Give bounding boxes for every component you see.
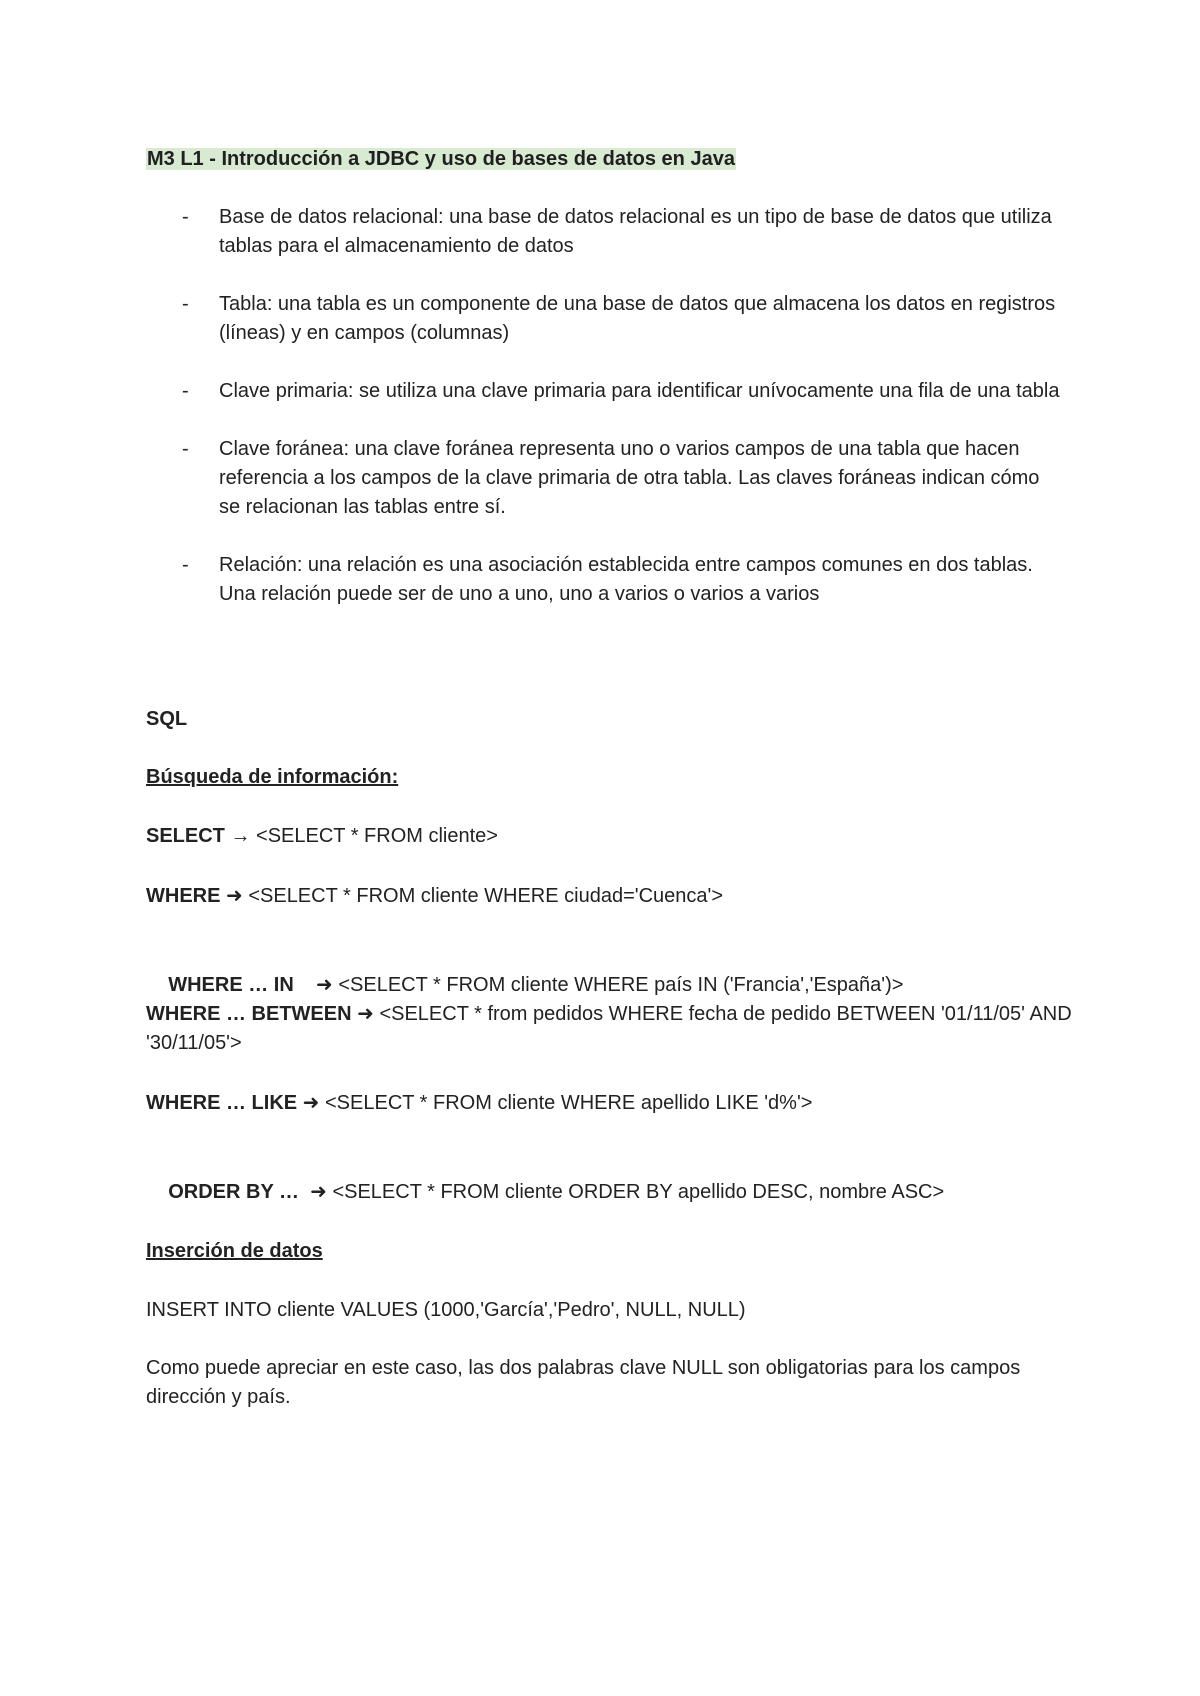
sql-keyword: WHERE (146, 885, 221, 907)
bullet-dash: - (182, 293, 189, 315)
definition-text: Clave primaria: se utiliza una clave primaria para identificar unívocamente una fila de una tabla (219, 380, 1060, 402)
sql-query: <SELECT * FROM cliente ORDER BY apellido DESC, nombre ASC> (332, 1181, 945, 1203)
arrow-icon: → (224, 825, 257, 847)
sql-query: <SELECT * FROM cliente WHERE ciudad='Cuenca'> (248, 885, 724, 907)
bullet-dash: - (182, 554, 189, 576)
sql-example-where-between (146, 1000, 1076, 1058)
list-item (146, 551, 1066, 609)
list-item (146, 377, 1066, 406)
sql-keyword: WHERE … LIKE (146, 1092, 298, 1114)
insert-heading: Inserción de datos (146, 1240, 323, 1262)
bullet-dash: - (182, 380, 189, 402)
arrow-icon: ➜ (351, 1003, 380, 1025)
sql-example-where-like (146, 1089, 1076, 1118)
document-title (146, 146, 736, 172)
search-heading: Búsqueda de información: (146, 766, 399, 788)
list-item (146, 435, 1066, 522)
sql-query: <SELECT * from pedidos WHERE fecha de pedido BETWEEN '01/11/05' AND '30/11/05'> (146, 1003, 1072, 1054)
sql-keyword: ORDER BY … (168, 1181, 299, 1203)
definitions-list (146, 203, 1066, 638)
sql-example-where (146, 882, 1076, 911)
bullet-dash: - (182, 438, 189, 460)
sql-heading: SQL (146, 708, 188, 730)
arrow-icon: ➜ (299, 1181, 333, 1203)
insert-statement: INSERT INTO cliente VALUES (1000,'García','Pedro', NULL, NULL) (146, 1299, 746, 1321)
sql-query: <SELECT * FROM cliente> (256, 825, 498, 847)
definition-text: Clave foránea: una clave foránea representa uno o varios campos de una tabla que hacen referencia a los campos de la clave primaria de otra tabla. Las claves foráneas indican cómo se relacionan las tablas entre sí. (219, 438, 1040, 518)
sql-example-order-by (146, 1149, 1076, 1236)
sql-example-select (146, 822, 1076, 851)
sql-keyword: WHERE … BETWEEN (146, 1003, 352, 1025)
sql-keyword: SELECT (146, 825, 225, 847)
arrow-icon: ➜ (220, 885, 249, 907)
sql-keyword: WHERE … IN (168, 974, 294, 996)
bullet-dash: - (182, 206, 189, 228)
title-highlight: M3 L1 - Introducción a JDBC y uso de bases de datos en Java (147, 148, 735, 170)
definition-text: Relación: una relación es una asociación establecida entre campos comunes en dos tablas. Una relación puede ser de uno a uno, uno a varios o varios a varios (219, 554, 1033, 605)
definition-text: Tabla: una tabla es un componente de una base de datos que almacena los datos en registros (líneas) y en campos (columnas) (219, 293, 1056, 344)
sql-query: <SELECT * FROM cliente WHERE apellido LIKE 'd%'> (325, 1092, 813, 1114)
definition-text: Base de datos relacional: una base de datos relacional es un tipo de base de datos que utiliza tablas para el almacenamiento de datos (219, 206, 1052, 257)
list-item (146, 290, 1066, 348)
list-item (146, 203, 1066, 261)
arrow-icon: ➜ (297, 1092, 325, 1114)
sql-query: <SELECT * FROM cliente WHERE país IN ('Francia','España')> (338, 974, 904, 996)
arrow-icon: ➜ (293, 974, 339, 996)
insert-note: Como puede apreciar en este caso, las dos palabras clave NULL son obligatorias para los campos dirección y país. (146, 1357, 1021, 1408)
